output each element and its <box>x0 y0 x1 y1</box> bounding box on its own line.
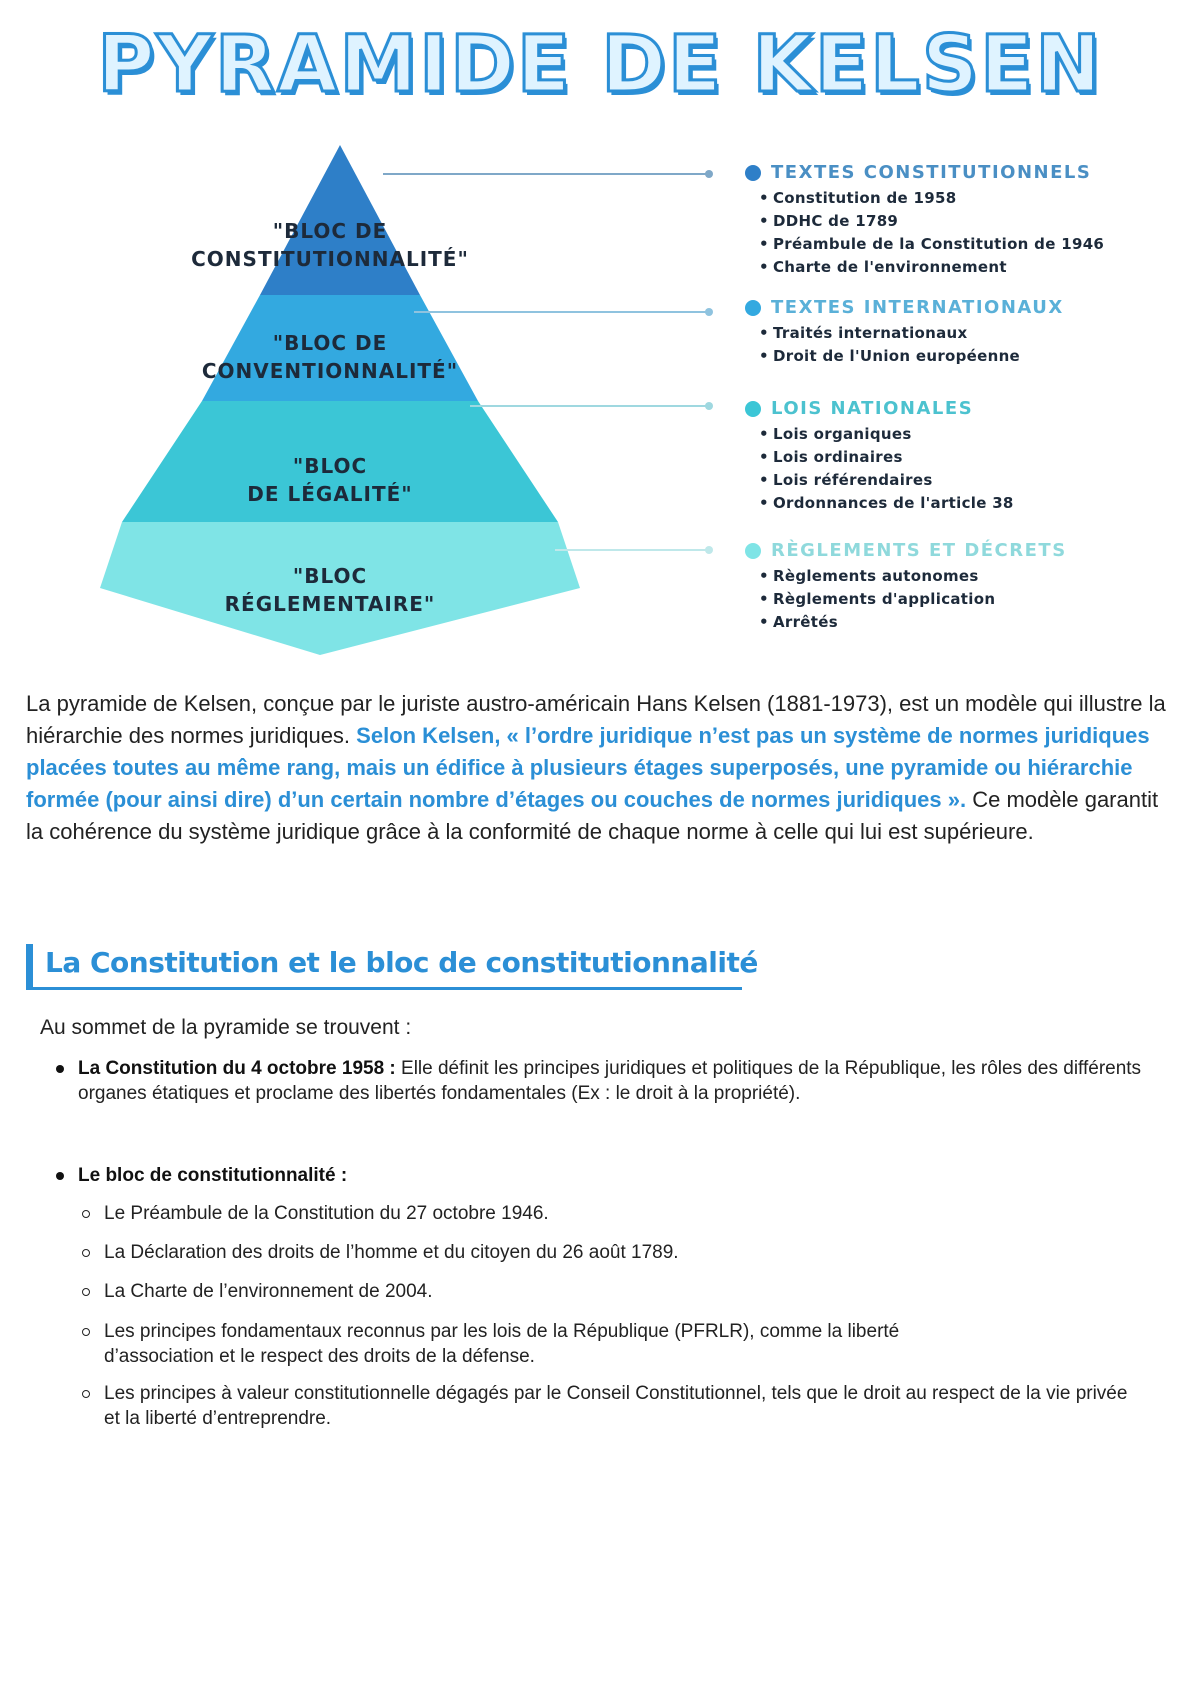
list-item: La Constitution du 4 octobre 1958 : Elle définit les principes juridiques et politiques de la République, les rôles des différents organes étatiques et proclame des libertés fondamentales (Ex : le droit à la propriété). <box>56 1056 1146 1106</box>
category-dot-icon <box>745 300 761 316</box>
connector-line <box>414 311 709 313</box>
pyramid-label-constitutionnalite: "BLOC DE CONSTITUTIONNALITÉ" <box>191 219 469 271</box>
category-dot-icon <box>745 401 761 417</box>
connector-line <box>555 549 709 551</box>
list-item: • Lois organiques <box>759 423 1014 446</box>
category-textes-constitutionnels: TEXTES CONSTITUTIONNELS • Constitution de 1958 • DDHC de 1789 • Préambule de la Constitution de 1946 • Charte de l'environnement <box>745 162 1104 279</box>
category-lois-nationales: LOIS NATIONALES • Lois organiques • Lois ordinaires • Lois référendaires • Ordonnances de l'article 38 <box>745 398 1014 515</box>
connector-line <box>470 405 709 407</box>
pyramid-label-legalite: "BLOC DE LÉGALITÉ" <box>247 454 413 506</box>
sub-list-item: La Déclaration des droits de l’homme et du citoyen du 26 août 1789. <box>82 1240 1082 1265</box>
pyramid-label-conventionnalite: "BLOC DE CONVENTIONNALITÉ" <box>201 331 459 383</box>
sub-list-item: Les principes à valeur constitutionnelle dégagés par le Conseil Constitutionnel, tels que le droit au respect de la vie privée et la liberté d’entreprendre. <box>82 1381 1142 1431</box>
sub-list-item: Le Préambule de la Constitution du 27 octobre 1946. <box>82 1201 1082 1226</box>
circle-bullet-icon <box>82 1210 90 1218</box>
list-item: • Préambule de la Constitution de 1946 <box>759 233 1104 256</box>
list-item: • Lois ordinaires <box>759 446 1014 469</box>
category-textes-internationaux: TEXTES INTERNATIONAUX • Traités internationaux • Droit de l'Union européenne <box>745 297 1064 368</box>
intro-paragraph: La pyramide de Kelsen, conçue par le juriste austro-américain Hans Kelsen (1881-1973), est un modèle qui illustre la hiérarchie des normes juridiques. Selon Kelsen, « l’ordre juridique n’est pas un système de normes juridiques placées toutes au même rang, mais un édifice à plusieurs étages superposés, une pyramide ou hiérarchie formée (pour ainsi dire) d’un certain nombre d’étages ou couches de normes juridiques ». Ce modèle garantit la cohérence du système juridique grâce à la conformité de chaque norme à celle qui lui est supérieure. <box>26 691 1166 844</box>
list-item: • Règlements d'application <box>759 588 1067 611</box>
section-lead: Au sommet de la pyramide se trouvent : <box>40 1016 412 1039</box>
circle-bullet-icon <box>82 1390 90 1398</box>
section-heading: La Constitution et le bloc de constitutionnalité <box>26 944 742 990</box>
kelsen-quote: Selon Kelsen, « l’ordre juridique n’est pas un système de normes juridiques placées toutes au même rang, mais un édifice à plusieurs étages superposés, une pyramide ou hiérarchie formée (pour ainsi dire) d’un certain nombre d’étages ou couches de normes juridiques ». <box>26 723 1150 812</box>
bullet-icon <box>56 1065 64 1073</box>
circle-bullet-icon <box>82 1288 90 1296</box>
list-item: • Constitution de 1958 <box>759 187 1104 210</box>
list-item: • Règlements autonomes <box>759 565 1067 588</box>
list-item: • Droit de l'Union européenne <box>759 345 1064 368</box>
list-item: • Arrêtés <box>759 611 1067 634</box>
list-item: • DDHC de 1789 <box>759 210 1104 233</box>
list-item: • Lois référendaires <box>759 469 1014 492</box>
sub-list-item: La Charte de l’environnement de 2004. <box>82 1279 1082 1304</box>
connector-line <box>383 173 709 175</box>
sub-list-item: Les principes fondamentaux reconnus par les lois de la République (PFRLR), comme la liberté d’association et le respect des droits de la défense. <box>82 1319 982 1369</box>
bullet-icon <box>56 1172 64 1180</box>
category-dot-icon <box>745 165 761 181</box>
list-item: • Charte de l'environnement <box>759 256 1104 279</box>
list-item: Le bloc de constitutionnalité : <box>56 1163 1146 1188</box>
circle-bullet-icon <box>82 1328 90 1336</box>
page-title: PYRAMIDE DE KELSEN <box>97 20 1103 110</box>
list-item: • Ordonnances de l'article 38 <box>759 492 1014 515</box>
category-dot-icon <box>745 543 761 559</box>
category-reglements-decrets: RÈGLEMENTS ET DÉCRETS • Règlements autonomes • Règlements d'application • Arrêtés <box>745 540 1067 634</box>
list-item: • Traités internationaux <box>759 322 1064 345</box>
circle-bullet-icon <box>82 1249 90 1257</box>
pyramid-label-reglementaire: "BLOC RÉGLEMENTAIRE" <box>224 564 436 616</box>
